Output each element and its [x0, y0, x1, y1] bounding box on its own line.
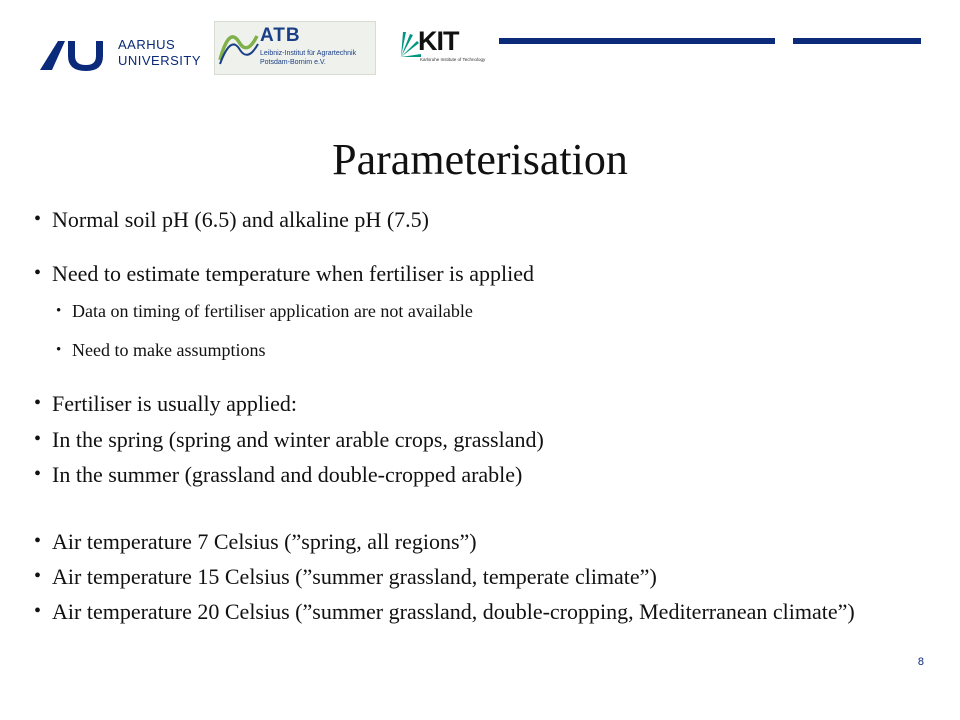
bullet-text: In the spring (spring and winter arable crops, grassland): [52, 427, 544, 452]
bullet-dot-icon: •: [34, 565, 42, 587]
bullet-text: Fertiliser is usually applied:: [52, 391, 298, 416]
bullet-dot-icon: •: [56, 342, 62, 358]
header-rule-long: [499, 38, 775, 44]
bullet-text: Need to estimate temperature when fertiliser is applied: [52, 261, 534, 286]
atb-logo-subtitle-line1: Leibniz-Institut für Agrartechnik: [260, 50, 357, 57]
aarhus-university-logo-icon: [38, 38, 104, 72]
bullet-dot-icon: •: [34, 392, 42, 414]
bullet-text: Normal soil pH (6.5) and alkaline pH (7.5): [52, 207, 429, 232]
atb-arc-icon: [215, 22, 261, 72]
bullet-dot-icon: •: [34, 428, 42, 450]
atb-logo-wordmark: ATB: [260, 25, 301, 46]
bullet-dot-icon: •: [56, 303, 62, 319]
slide-title: Parameterisation: [332, 135, 628, 184]
aarhus-university-wordmark: [118, 37, 201, 69]
bullet-text: In the summer (grassland and double-cropped arable): [52, 462, 523, 487]
atb-logo-subtitle: [260, 49, 356, 67]
au-wordmark-line2: UNIVERSITY: [118, 53, 202, 68]
page-number: 8: [917, 656, 924, 668]
sub-bullet-text: Data on timing of fertiliser application are not available: [72, 301, 473, 321]
bullet-text: Air temperature 7 Celsius (”spring, all regions”): [52, 529, 477, 554]
kit-logo-wordmark: KIT: [418, 26, 459, 56]
kit-logo-subtitle: Karlsruhe Institute of Technology: [420, 57, 486, 62]
kit-logo: [400, 26, 486, 66]
header-rule-short: [793, 38, 921, 44]
bullet-dot-icon: •: [34, 600, 42, 622]
bullet-text: Air temperature 20 Celsius (”summer grassland, double-cropping, Mediterranean climate”): [52, 599, 855, 624]
bullet-dot-icon: •: [34, 262, 42, 284]
bullet-dot-icon: •: [34, 530, 42, 552]
sub-bullet-text: Need to make assumptions: [72, 340, 266, 360]
bullet-dot-icon: •: [34, 463, 42, 485]
au-wordmark-line1: AARHUS: [118, 37, 176, 52]
bullet-dot-icon: •: [34, 208, 42, 230]
bullet-text: Air temperature 15 Celsius (”summer grassland, temperate climate”): [52, 564, 657, 589]
atb-logo-subtitle-line2: Potsdam-Bornim e.V.: [260, 59, 326, 66]
atb-logo: [214, 21, 376, 75]
slide-header: [0, 0, 960, 90]
